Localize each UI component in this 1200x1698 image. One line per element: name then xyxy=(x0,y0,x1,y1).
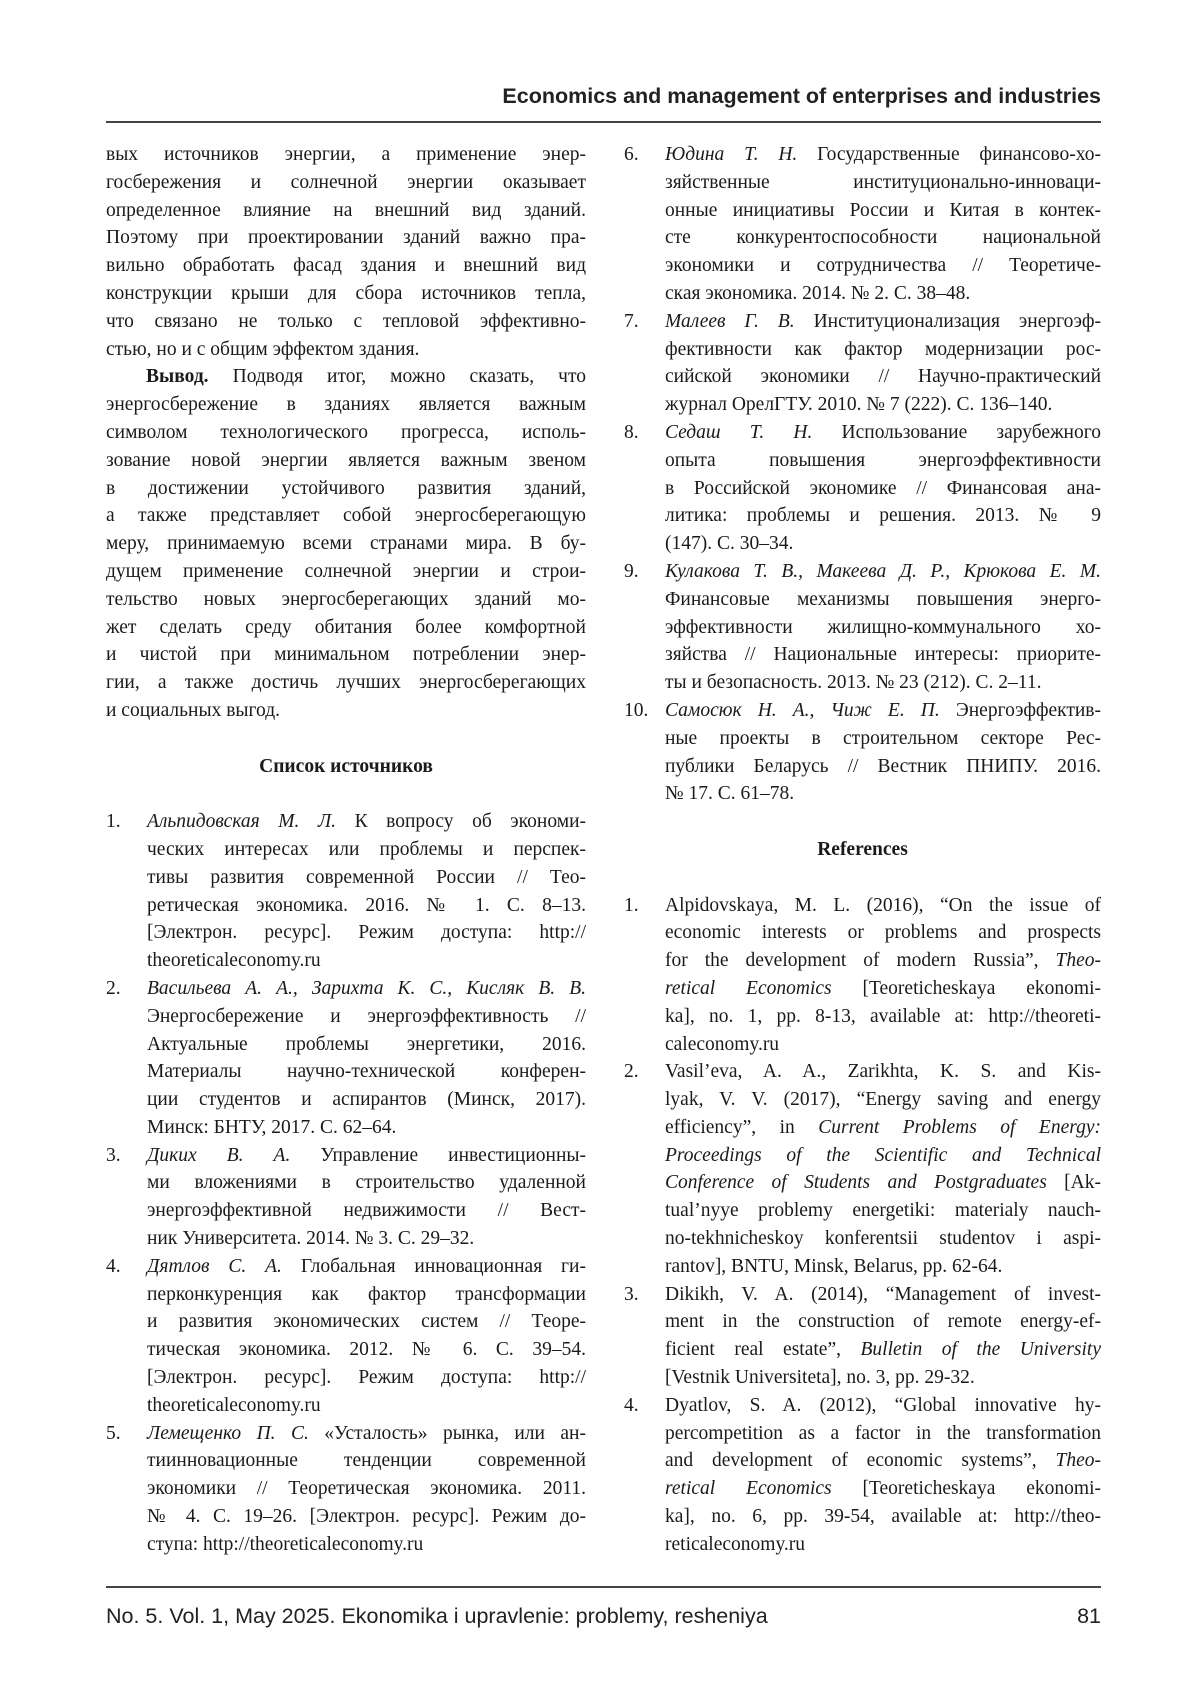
text: экономики // Теоретическая экономика. 2011. xyxy=(147,1478,586,1499)
text: вильно обработать фасад здания и внешний вид xyxy=(106,255,586,276)
text-line xyxy=(665,363,1101,391)
text: ka], no. 1, pp. 8-13, available at: http://theoreti- xyxy=(665,1006,1101,1027)
text-line xyxy=(147,1420,586,1448)
reference-number: 9. xyxy=(624,558,639,586)
text: Dikikh, V. A. (2014), “Management of invest- xyxy=(665,1284,1101,1305)
text: ные проекты в строительном секторе Рес- xyxy=(665,728,1101,749)
text: сийской экономики // Научно-практический xyxy=(665,366,1101,387)
reference-number: 8. xyxy=(624,419,639,447)
text-line xyxy=(147,808,586,836)
text-line xyxy=(665,1503,1101,1531)
text: онные инициативы России и Китая в контек- xyxy=(665,200,1101,221)
text: [Teoreticheskaya ekonomi- xyxy=(832,1478,1101,1499)
text: Vasil’eva, A. A., Zarikhta, K. S. and Kis- xyxy=(665,1061,1101,1082)
text-line xyxy=(147,1058,586,1086)
text: ции студентов и аспирантов (Минск, 2017). xyxy=(147,1089,586,1110)
text: Поэтому при проектировании зданий важно пра- xyxy=(106,227,586,248)
reference-item xyxy=(624,419,1101,558)
text-line xyxy=(665,1086,1101,1114)
text-line xyxy=(147,1114,586,1142)
text: Подводя итог, можно сказать, что xyxy=(209,366,586,387)
text: efficiency”, in xyxy=(665,1117,818,1138)
text: определенное влияние на внешний вид зданий. xyxy=(106,200,586,221)
text: жет сделать среду обитания более комфортной xyxy=(106,617,586,638)
text-line xyxy=(665,475,1101,503)
text-line xyxy=(147,1003,586,1031)
text: theoreticaleconomy.ru xyxy=(147,1395,321,1416)
text: (147). С. 30–34. xyxy=(665,533,793,554)
text: ческих интересах или проблемы и перспек- xyxy=(147,839,586,860)
text: и чистой при минимальном потреблении энер- xyxy=(106,644,586,665)
reference-item xyxy=(624,1392,1101,1559)
text-line xyxy=(147,1281,586,1309)
text-line xyxy=(665,892,1101,920)
text-line xyxy=(665,1142,1101,1170)
italic-text: Самосюк Н. А., Чиж Е. П. xyxy=(665,700,940,721)
text-line xyxy=(665,336,1101,364)
text-line xyxy=(665,1447,1101,1475)
text-line xyxy=(665,1364,1101,1392)
italic-text: Proceedings of the Scientific and Technical xyxy=(665,1145,1101,1166)
text: № 4. С. 19–26. [Электрон. ресурс]. Режим до- xyxy=(147,1506,586,1527)
text: ник Университета. 2014. № 3. С. 29–32. xyxy=(147,1228,474,1249)
italic-text: Кулакова Т. В., Макеева Д. Р., Крюкова Е. М. xyxy=(665,561,1101,582)
reference-number: 5. xyxy=(106,1420,121,1448)
text: [Vestnik Universiteta], no. 3, pp. 29-32. xyxy=(665,1367,975,1388)
reference-number: 6. xyxy=(624,141,639,169)
reference-number: 10. xyxy=(624,697,648,725)
text-line xyxy=(665,614,1101,642)
text-line xyxy=(147,1142,586,1170)
reference-item xyxy=(624,558,1101,697)
reference-number: 3. xyxy=(106,1142,121,1170)
text-line xyxy=(665,780,1101,808)
reference-item xyxy=(624,892,1101,1059)
text: Институционализация энергоэф- xyxy=(795,311,1101,332)
italic-text: Conference of Students and Postgraduates xyxy=(665,1172,1047,1193)
sources-list xyxy=(106,808,586,1559)
reference-number: 4. xyxy=(106,1253,121,1281)
text-line xyxy=(665,197,1101,225)
text-line xyxy=(665,141,1101,169)
text: Государственные финансово-хо- xyxy=(797,144,1101,165)
text: [Ak- xyxy=(1047,1172,1101,1193)
text: перконкуренция как фактор трансформации xyxy=(147,1284,586,1305)
text-line xyxy=(665,419,1101,447)
italic-text: Малеев Г. В. xyxy=(665,311,795,332)
bold-text: Вывод. xyxy=(146,366,209,387)
text: госбережения и солнечной энергии оказывает xyxy=(106,172,586,193)
text-line xyxy=(106,475,586,503)
text: зяйства // Национальные интересы: приорите- xyxy=(665,644,1101,665)
text-line xyxy=(106,614,586,642)
italic-text: Юдина Т. Н. xyxy=(665,144,797,165)
reference-item xyxy=(624,697,1101,808)
italic-text: retical Economics xyxy=(665,978,832,999)
text: no-tekhnicheskoy konferentsii studentov i aspi- xyxy=(665,1228,1101,1249)
reference-item xyxy=(624,1058,1101,1280)
text: Глобальная инновационная ги- xyxy=(282,1256,586,1277)
text-line xyxy=(665,1281,1101,1309)
text-line xyxy=(665,1336,1101,1364)
text-line xyxy=(147,892,586,920)
text: журнал ОрелГТУ. 2010. № 7 (222). С. 136–140. xyxy=(665,394,1052,415)
conclusion-text xyxy=(106,141,586,725)
text: rantov], BNTU, Minsk, Belarus, pp. 62-64. xyxy=(665,1256,1002,1277)
text: стью, но и с общим эффектом здания. xyxy=(106,339,419,360)
text-line xyxy=(106,558,586,586)
text: ступа: http://theoreticaleconomy.ru xyxy=(147,1534,423,1555)
text: тельство новых энергосберегающих зданий мо- xyxy=(106,589,586,610)
text-line xyxy=(106,280,586,308)
text: энергосбережение в зданиях является важным xyxy=(106,394,586,415)
italic-text: Current Problems of Energy: xyxy=(818,1117,1101,1138)
paragraph xyxy=(106,141,586,363)
text-line xyxy=(106,252,586,280)
text: вых источников энергии, а применение энер- xyxy=(106,144,586,165)
text: [Электрон. ресурс]. Режим доступа: http:// xyxy=(147,922,586,943)
text-line xyxy=(106,169,586,197)
text: Актуальные проблемы энергетики, 2016. xyxy=(147,1034,586,1055)
text-line xyxy=(106,419,586,447)
text: публики Беларусь // Вестник ПНИПУ. 2016. xyxy=(665,756,1101,777)
reference-number: 1. xyxy=(106,808,121,836)
text: economic interests or problems and prospects xyxy=(665,922,1101,943)
text: и развития экономических систем // Теоре- xyxy=(147,1311,586,1332)
text-line xyxy=(147,1031,586,1059)
references-heading: References xyxy=(624,836,1101,864)
text-line xyxy=(665,1531,1101,1559)
text-line xyxy=(106,308,586,336)
text: что связано не только с тепловой эффективно- xyxy=(106,311,586,332)
text: зяйственные институционально-инноваци- xyxy=(665,172,1101,193)
text: [Электрон. ресурс]. Режим доступа: http:// xyxy=(147,1367,586,1388)
text-line xyxy=(665,1475,1101,1503)
reference-number: 4. xyxy=(624,1392,639,1420)
text-line xyxy=(665,280,1101,308)
text: Alpidovskaya, M. L. (2016), “On the issue of xyxy=(665,895,1101,916)
text-line xyxy=(665,1003,1101,1031)
text: reticaleconomy.ru xyxy=(665,1534,805,1555)
text-line xyxy=(665,502,1101,530)
text-line xyxy=(147,975,586,1003)
references-list xyxy=(624,892,1101,1559)
text: сте конкурентоспособности национальной xyxy=(665,227,1101,248)
text: в достижении устойчивого развития зданий, xyxy=(106,478,586,499)
text: эффективности жилищно-коммунального хо- xyxy=(665,617,1101,638)
text-line xyxy=(106,697,586,725)
text-line xyxy=(106,336,586,364)
right-column xyxy=(624,141,1101,1559)
text-line xyxy=(665,1031,1101,1059)
text: зование новой энергии является важным звеном xyxy=(106,450,586,471)
reference-item xyxy=(106,808,586,975)
text-line xyxy=(665,308,1101,336)
text: тивы развития современной России // Тео- xyxy=(147,867,586,888)
text-line xyxy=(147,1308,586,1336)
text-line xyxy=(665,169,1101,197)
text: конструкции крыши для сбора источников тепла, xyxy=(106,283,586,304)
text-line xyxy=(106,197,586,225)
text-line xyxy=(665,641,1101,669)
sources-list-continued xyxy=(624,141,1101,808)
text: и социальных выгод. xyxy=(106,700,280,721)
italic-text: Дятлов С. А. xyxy=(147,1256,282,1277)
text: опыта повышения энергоэффективности xyxy=(665,450,1101,471)
text-line xyxy=(147,836,586,864)
text-line xyxy=(106,530,586,558)
text-line xyxy=(665,947,1101,975)
text-line xyxy=(665,1114,1101,1142)
text-line xyxy=(665,1308,1101,1336)
italic-text: Седаш Т. Н. xyxy=(665,422,812,443)
reference-number: 7. xyxy=(624,308,639,336)
page-number: 81 xyxy=(1077,1604,1101,1629)
text-line xyxy=(106,447,586,475)
text-line xyxy=(147,919,586,947)
text-line xyxy=(665,391,1101,419)
text-line xyxy=(665,1197,1101,1225)
text: тиинновационные тенденции современной xyxy=(147,1450,586,1471)
text: дущем применение солнечной энергии и строи- xyxy=(106,561,586,582)
text: меру, принимаемую всеми странами мира. В бу- xyxy=(106,533,586,554)
text: Финансовые механизмы повышения энерго- xyxy=(665,589,1101,610)
footer-rule xyxy=(106,1586,1101,1588)
text: «Усталость» рынка, или ан- xyxy=(309,1423,586,1444)
text-line xyxy=(147,1447,586,1475)
text-line xyxy=(665,1420,1101,1448)
text: символом технологического прогресса, исполь- xyxy=(106,422,586,443)
text: энергоэффективной недвижимости // Вест- xyxy=(147,1200,586,1221)
text-line xyxy=(106,224,586,252)
text-line xyxy=(147,1503,586,1531)
text-line xyxy=(147,1392,586,1420)
text: гии, а также достичь лучших энергосберегающих xyxy=(106,672,586,693)
text: caleconomy.ru xyxy=(665,1034,779,1055)
text-line xyxy=(106,502,586,530)
header-rule xyxy=(106,121,1101,123)
text: and development of economic systems”, xyxy=(665,1450,1056,1471)
text: theoreticaleconomy.ru xyxy=(147,950,321,971)
text-line xyxy=(665,252,1101,280)
italic-text: Theo- xyxy=(1056,950,1102,971)
text-line xyxy=(665,1058,1101,1086)
text: тическая экономика. 2012. № 6. С. 39–54. xyxy=(147,1339,586,1360)
reference-item xyxy=(106,975,586,1142)
text-line xyxy=(665,753,1101,781)
text-line xyxy=(147,947,586,975)
reference-item xyxy=(106,1420,586,1559)
text-line xyxy=(147,1225,586,1253)
text-line xyxy=(665,586,1101,614)
text: Материалы научно-технической конферен- xyxy=(147,1061,586,1082)
italic-text: Bulletin of the University xyxy=(861,1339,1102,1360)
text-line xyxy=(665,1253,1101,1281)
text-line xyxy=(147,1531,586,1559)
text-line xyxy=(665,919,1101,947)
italic-text: retical Economics xyxy=(665,1478,832,1499)
text-line xyxy=(147,1336,586,1364)
text: Dyatlov, S. A. (2012), “Global innovative hy- xyxy=(665,1395,1101,1416)
footer-issue: No. 5. Vol. 1, May 2025. Ekonomika i upravlenie: problemy, resheniya xyxy=(106,1604,768,1629)
left-column xyxy=(106,141,586,1559)
text: ретическая экономика. 2016. № 1. С. 8–13. xyxy=(147,895,586,916)
text: а также представляет собой энергосберегающую xyxy=(106,505,586,526)
text-line xyxy=(665,1392,1101,1420)
text: ka], no. 6, pp. 39-54, available at: http://theo- xyxy=(665,1506,1101,1527)
text: lyak, V. V. (2017), “Energy saving and energy xyxy=(665,1089,1101,1110)
reference-item xyxy=(106,1142,586,1253)
text: Минск: БНТУ, 2017. С. 62–64. xyxy=(147,1117,396,1138)
text: Энергосбережение и энергоэффективность // xyxy=(147,1006,586,1027)
text-line xyxy=(665,530,1101,558)
text-line xyxy=(147,1364,586,1392)
reference-number: 1. xyxy=(624,892,639,920)
text-line xyxy=(665,1225,1101,1253)
text-line xyxy=(665,975,1101,1003)
text: ты и безопасность. 2013. № 23 (212). С. 2–11. xyxy=(665,672,1041,693)
text: [Teoreticheskaya ekonomi- xyxy=(832,978,1101,999)
text-line xyxy=(665,224,1101,252)
text: Управление инвестиционны- xyxy=(290,1145,586,1166)
reference-item xyxy=(624,141,1101,308)
text-line xyxy=(147,1169,586,1197)
text-line xyxy=(106,141,586,169)
text: tual’nyye problemy energetiki: materialy nauch- xyxy=(665,1200,1101,1221)
text-line xyxy=(106,391,586,419)
text: фективности как фактор модернизации рос- xyxy=(665,339,1101,360)
text-line xyxy=(147,1475,586,1503)
reference-number: 2. xyxy=(106,975,121,1003)
text: Использование зарубежного xyxy=(812,422,1101,443)
text-line xyxy=(665,669,1101,697)
reference-item xyxy=(106,1253,586,1420)
text: экономики и сотрудничества // Теоретиче- xyxy=(665,255,1101,276)
text-line xyxy=(106,641,586,669)
text-line xyxy=(106,586,586,614)
text: ская экономика. 2014. № 2. С. 38–48. xyxy=(665,283,970,304)
text-line xyxy=(106,669,586,697)
text-line xyxy=(106,363,586,391)
reference-item xyxy=(624,308,1101,419)
text-line xyxy=(665,447,1101,475)
text: percompetition as a factor in the transformation xyxy=(665,1423,1101,1444)
text-line xyxy=(147,1086,586,1114)
text-line xyxy=(665,697,1101,725)
text: К вопросу об экономи- xyxy=(336,811,586,832)
italic-text: Диких В. А. xyxy=(147,1145,290,1166)
italic-text: Лемещенко П. С. xyxy=(147,1423,309,1444)
text-line xyxy=(665,558,1101,586)
text: № 17. С. 61–78. xyxy=(665,783,794,804)
text: ment in the construction of remote energy-ef- xyxy=(665,1311,1101,1332)
text-line xyxy=(665,725,1101,753)
text: ми вложениями в строительство удаленной xyxy=(147,1172,586,1193)
text: литика: проблемы и решения. 2013. № 9 xyxy=(665,505,1101,526)
reference-item xyxy=(624,1281,1101,1392)
text-line xyxy=(147,864,586,892)
text: Энергоэффектив- xyxy=(940,700,1101,721)
reference-number: 2. xyxy=(624,1058,639,1086)
text-line xyxy=(665,1169,1101,1197)
text-line xyxy=(147,1197,586,1225)
paragraph xyxy=(106,363,586,724)
text-line xyxy=(147,1253,586,1281)
text: в Российской экономике // Финансовая ана- xyxy=(665,478,1101,499)
text: ficient real estate”, xyxy=(665,1339,861,1360)
reference-number: 3. xyxy=(624,1281,639,1309)
running-header-title: Economics and management of enterprises and industries xyxy=(502,84,1101,109)
italic-text: Васильева А. А., Зарихта К. С., Кисляк В. В. xyxy=(147,978,586,999)
text: for the development of modern Russia”, xyxy=(665,950,1056,971)
italic-text: Theo- xyxy=(1056,1450,1102,1471)
sources-heading: Список источников xyxy=(106,753,586,781)
italic-text: Альпидовская М. Л. xyxy=(147,811,336,832)
